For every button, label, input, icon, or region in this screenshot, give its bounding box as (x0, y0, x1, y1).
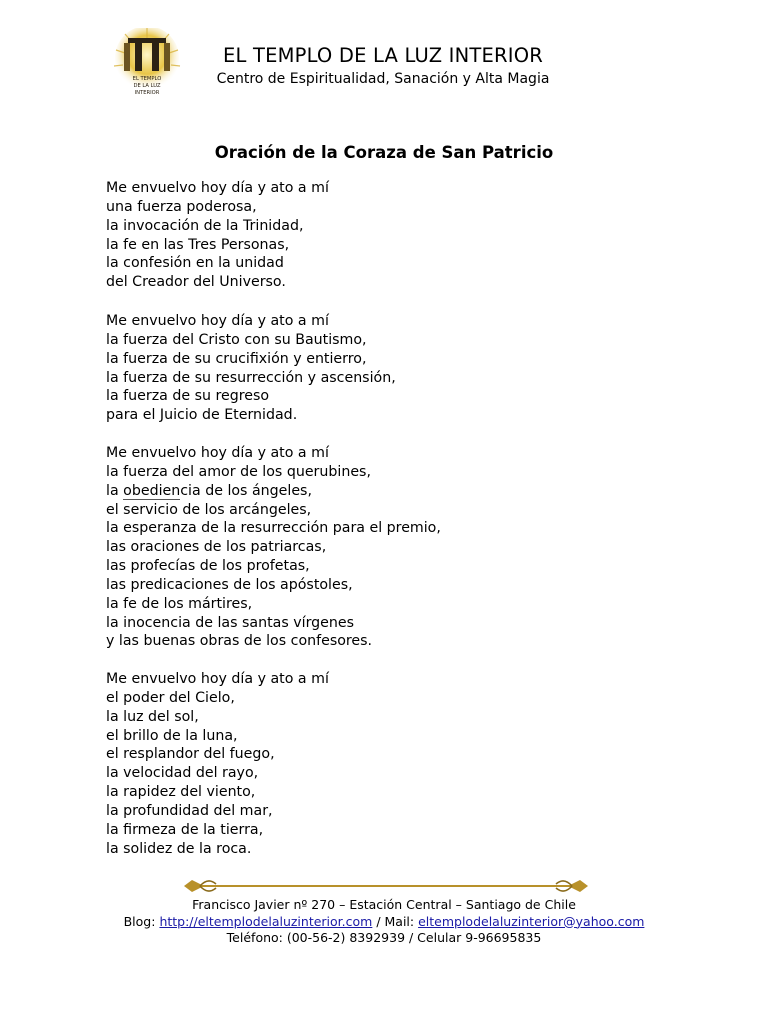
stanza-line: Me envuelvo hoy día y ato a mí (106, 180, 329, 196)
stanza-line: y las buenas obras de los confesores. (106, 633, 373, 650)
temple-logo (110, 28, 184, 100)
stanza-line: el poder del Cielo, (106, 689, 235, 706)
stanza-line: la inocencia de las santas vírgenes (106, 614, 355, 631)
footer-address: Francisco Javier nº 270 – Estación Central – Santiago de Chile (192, 897, 576, 912)
stanza-1 (106, 179, 329, 292)
stanza-4 (106, 670, 329, 858)
footer-phone: Teléfono: (00-56-2) 8392939 / Celular 9-96695835 (226, 930, 542, 946)
stanza-line: la profundidad del mar, (106, 802, 273, 819)
stanza-line: la fe de los mártires, (106, 595, 253, 612)
footer-contact-line (0, 914, 768, 931)
stanza-line: la fuerza del Cristo con su Bautismo, (106, 331, 367, 348)
stanza-line: el servicio de los arcángeles, (106, 501, 312, 518)
stanza-line: una fuerza poderosa, (106, 198, 257, 215)
stanza-line: la confesión en la unidad (106, 255, 284, 272)
stanza-line: el brillo de la luna, (106, 727, 238, 744)
stanza-line-obediencia: la obediencia de los ángeles, (106, 482, 312, 499)
stanza-line: las oraciones de los patriarcas, (106, 539, 327, 556)
stanza-line: la fuerza del amor de los querubines, (106, 463, 371, 480)
stanza-line: la invocación de la Trinidad, (106, 217, 304, 234)
svg-text:INTERIOR: INTERIOR (134, 90, 160, 96)
stanza-line: la fe en las Tres Personas, (106, 236, 290, 253)
prayer-title: Oración de la Coraza de San Patricio (214, 143, 554, 162)
stanza-line: Me envuelvo hoy día y ato a mí (106, 445, 329, 461)
stanza-2 (106, 312, 396, 425)
stanza-line: la esperanza de la resurrección para el premio, (106, 520, 441, 537)
svg-text:DE LA LUZ: DE LA LUZ (133, 83, 161, 89)
stanza-line: Me envuelvo hoy día y ato a mí (106, 313, 329, 329)
stanza-line: la luz del sol, (106, 708, 199, 725)
stanza-line: Me envuelvo hoy día y ato a mí (106, 671, 329, 687)
mail-label: / Mail: (372, 913, 419, 929)
stanza-line: la firmeza de la tierra, (106, 821, 264, 838)
blog-link[interactable]: http://eltemplodelaluzinterior.com (159, 913, 373, 929)
stanza-line: el resplandor del fuego, (106, 746, 275, 763)
footer (0, 897, 768, 947)
stanza-line: la fuerza de su regreso (106, 388, 270, 405)
stanza-line: la velocidad del rayo, (106, 765, 259, 782)
stanza-line: la fuerza de su crucifixión y entierro, (106, 350, 367, 367)
mail-link[interactable]: eltemplodelaluzinterior@yahoo.com (418, 913, 645, 929)
stanza-line: la solidez de la roca. (106, 840, 252, 857)
stanza-line: la fuerza de su resurrección y ascensión, (106, 369, 396, 386)
stanza-line: para el Juicio de Eternidad. (106, 407, 298, 424)
stanza-line: la rapidez del viento, (106, 784, 256, 801)
stanza-line: del Creador del Universo. (106, 274, 286, 291)
stanza-line: las profecías de los profetas, (106, 558, 310, 575)
svg-text:EL TEMPLO: EL TEMPLO (132, 76, 162, 82)
blog-label: Blog: (123, 913, 160, 929)
header-title: EL TEMPLO DE LA LUZ INTERIOR (222, 44, 544, 67)
ornamental-divider (182, 876, 590, 896)
stanza-3 (106, 444, 441, 651)
header-subtitle: Centro de Espiritualidad, Sanación y Alta Magia (216, 71, 550, 87)
stanza-line: las predicaciones de los apóstoles, (106, 576, 353, 593)
